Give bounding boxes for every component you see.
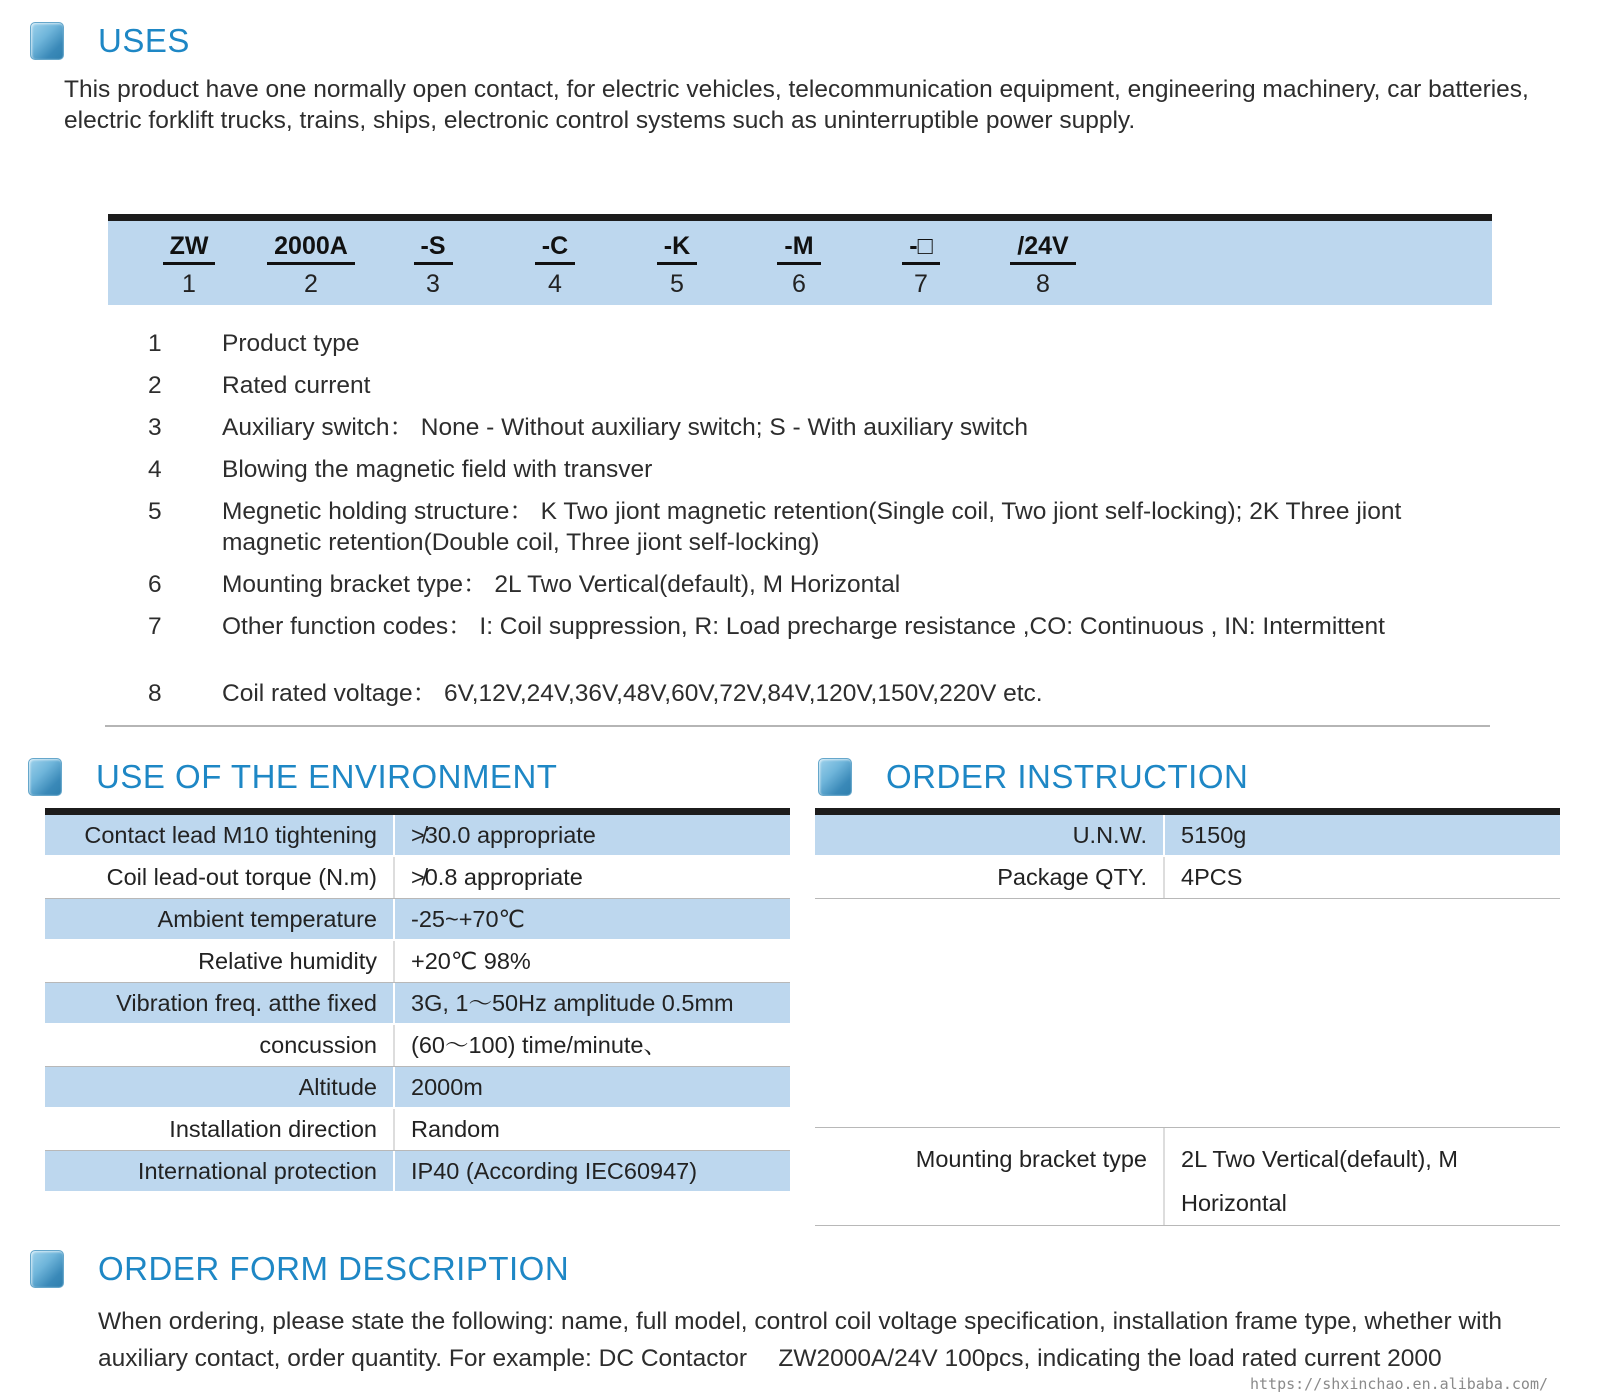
order-instruction-section-header [818,757,1560,797]
row-value: +20℃ 98% [411,948,531,974]
row-label: Ambient temperature [45,899,395,939]
model-segment [128,232,250,305]
table-top-bar [815,808,1560,815]
model-code-legend [148,328,1600,709]
segment-number: 7 [914,270,928,298]
segment-code: -K [657,232,697,265]
order-instruction-section [815,757,1560,1226]
order-instruction-title: ORDER INSTRUCTION [886,758,1249,795]
legend-item-text: Product type [222,330,360,357]
legend-item-number: 3 [148,414,162,441]
legend-item-text: Auxiliary switch： None - Without auxiliary switch; S - With auxiliary switch [222,414,1028,441]
table-top-bar [45,808,790,815]
segment-code: -□ [902,232,939,265]
legend-item-text: Other function codes： I: Coil suppression, R: Load precharge resistance ,CO: Continuous , IN: Intermittent [222,613,1385,640]
row-value: ≯0.8 appropriate [411,864,583,890]
legend-item [148,678,1600,709]
model-segment [860,232,982,305]
row-value: -25~+70℃ [411,906,525,932]
table-row [45,857,790,899]
legend-item-number: 1 [148,330,162,357]
segment-number: 1 [182,270,196,298]
environment-section [28,757,790,1226]
row-label: International protection [45,1151,395,1191]
environment-table [45,808,790,1193]
segment-code: -M [777,232,820,265]
row-value: 5150g [1181,822,1247,848]
segment-number: 8 [1036,270,1050,298]
row-label: concussion [45,1025,395,1066]
table-row [45,815,790,857]
row-value: 4PCS [1181,864,1243,890]
two-column-section [28,757,1600,1226]
uses-section-header [30,22,1600,60]
segment-code: -C [535,232,575,265]
order-instruction-table [815,808,1560,1226]
table-row [815,857,1560,899]
row-label: Mounting bracket type [815,1128,1165,1225]
segment-number: 3 [426,270,440,298]
uses-title: USES [98,22,190,59]
horizontal-divider [105,725,1490,727]
section-bullet-icon [30,1250,64,1288]
segment-number: 6 [792,270,806,298]
section-bullet-icon [818,758,852,796]
segment-number: 2 [304,270,318,298]
row-value: (60～100) time/minute、 [411,1032,667,1058]
row-label: Package QTY. [815,857,1165,898]
order-form-title: ORDER FORM DESCRIPTION [98,1250,570,1287]
segment-code: /24V [1010,232,1075,265]
segment-code: ZW [163,232,216,265]
model-segment [494,232,616,305]
order-form-section-header [30,1250,1600,1288]
table-top-bar [108,214,1492,221]
table-row [815,815,1560,857]
legend-item [148,611,1600,642]
legend-item-text: Rated current [222,372,371,399]
uses-paragraph: This product have one normally open contact, for electric vehicles, telecommunication equipment, engineering machinery, car batteries, electric forklift trucks, trains, ships, electronic control systems such as uninterruptible power supply. [64,76,1529,134]
legend-item-number: 5 [148,498,162,525]
legend-item [148,412,1600,443]
source-url-text: https://shxinchao.en.alibaba.com/ [1249,1375,1548,1393]
legend-item-text: Blowing the magnetic field with transver [222,456,653,483]
table-row [45,1109,790,1151]
table-row [45,983,790,1025]
table-empty-gap [815,899,1560,1127]
table-row [815,1127,1560,1226]
section-bullet-icon [30,22,64,60]
model-code-table [108,214,1492,305]
legend-item-text: Megnetic holding structure： K Two jiont magnetic retention(Single coil, Two jiont self-locking); 2K Three jiont magnetic retention(Double coil, Three jiont self-locking) [222,498,1402,556]
table-row [45,1151,790,1193]
model-segment [982,232,1104,305]
model-segment [372,232,494,305]
table-row [45,1067,790,1109]
legend-item-number: 4 [148,456,162,483]
segment-number: 5 [670,270,684,298]
row-label: Relative humidity [45,941,395,982]
model-segment [738,232,860,305]
legend-item [148,569,1600,600]
row-value: 2L Two Vertical(default), M Horizontal [1181,1146,1458,1216]
legend-item-text: Mounting bracket type： 2L Two Vertical(default), M Horizontal [222,571,901,598]
legend-item [148,328,1600,359]
legend-item-number: 8 [148,680,162,707]
row-value: ≯30.0 appropriate [411,822,596,848]
row-label: Installation direction [45,1109,395,1150]
segment-code: -S [414,232,453,265]
environment-title: USE OF THE ENVIRONMENT [96,758,558,795]
row-label: Contact lead M10 tightening [45,815,395,855]
legend-item-number: 6 [148,571,162,598]
environment-section-header [28,757,790,797]
table-row [45,1025,790,1067]
row-value: 3G, 1～50Hz amplitude 0.5mm [411,990,734,1016]
legend-item-number: 7 [148,613,162,640]
row-value: Random [411,1116,500,1142]
legend-item-text: Coil rated voltage： 6V,12V,24V,36V,48V,60V,72V,84V,120V,150V,220V etc. [222,680,1043,707]
model-segment [616,232,738,305]
model-code-row [108,221,1492,305]
row-value: 2000m [411,1074,483,1100]
table-row [45,899,790,941]
model-segment [250,232,372,305]
legend-item-number: 2 [148,372,162,399]
legend-item [148,496,1600,558]
table-row [45,941,790,983]
section-bullet-icon [28,758,62,796]
row-label: Vibration freq. atthe fixed [45,983,395,1023]
row-value: IP40 (According IEC60947) [411,1158,698,1184]
row-label: U.N.W. [815,815,1165,855]
row-label: Altitude [45,1067,395,1107]
order-form-paragraph: When ordering, please state the following: name, full model, control coil voltage specification, installation frame type, whether with auxiliary contact, order quantity. For example: DC Contactor ZW2000A/24V 100pcs, indicating the load rated current 2000 [98,1308,1503,1372]
row-label: Coil lead-out torque (N.m) [45,857,395,898]
segment-code: 2000A [267,232,355,265]
legend-item [148,454,1600,485]
segment-number: 4 [548,270,562,298]
legend-item [148,370,1600,401]
